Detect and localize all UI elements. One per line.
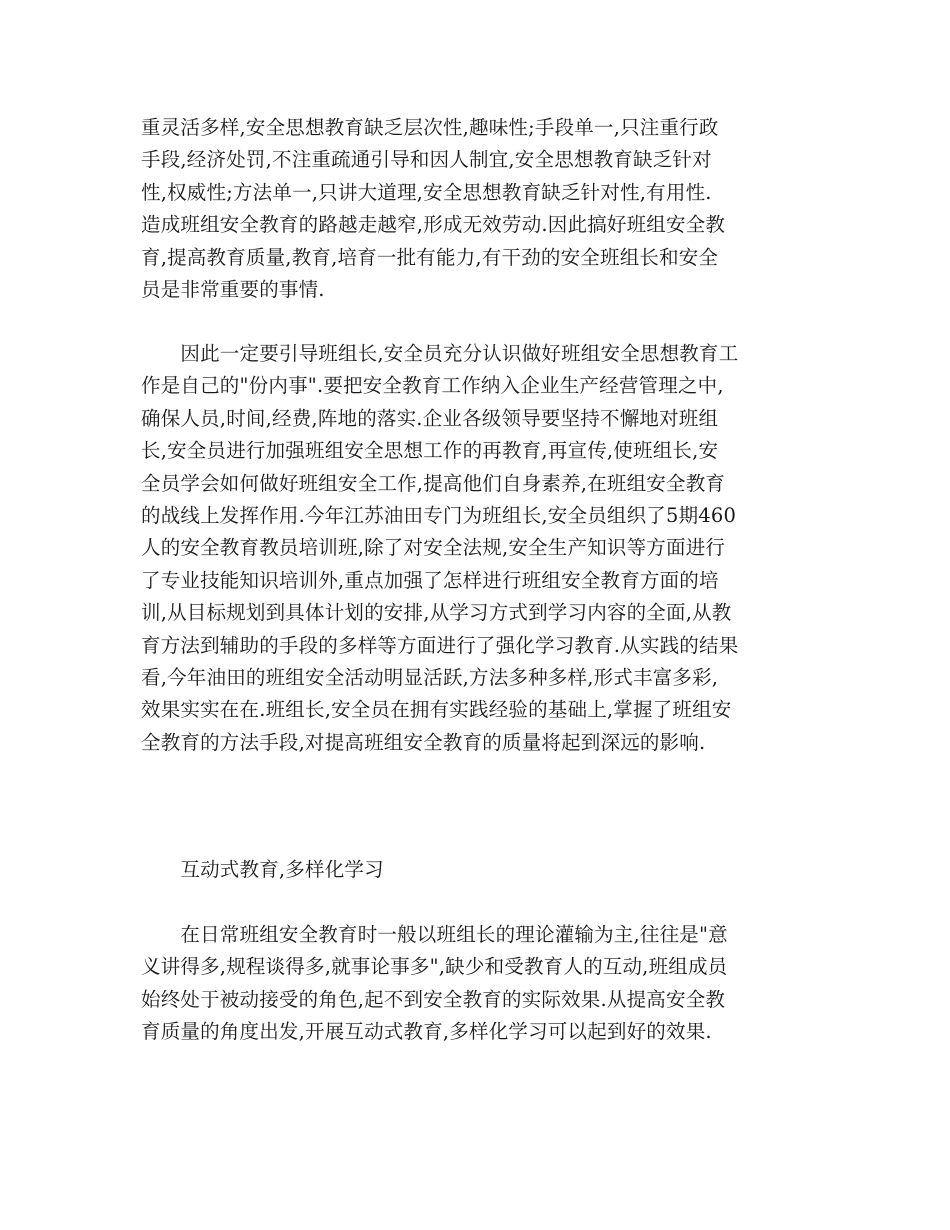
- text-line: 育,提高教育质量,教育,培育一批有能力,有干劲的安全班组长和安全: [141, 245, 719, 269]
- paragraph-4: [141, 919, 821, 1049]
- text-line: 全教育的方法手段,对提高班组安全教育的质量将起到深远的影响.: [141, 730, 706, 754]
- text-line: 因此一定要引导班组长,安全员充分认识做好班组安全思想教育工: [141, 342, 739, 365]
- text-line: 员是非常重要的事情.: [141, 277, 325, 301]
- heading-line: 互动式教育,多样化学习: [141, 858, 384, 881]
- text-line: 人的安全教育教员培训班,除了对安全法规,安全生产知识等方面进行: [141, 536, 726, 560]
- text-line: 手段,经济处罚,不注重疏通引导和因人制宜,安全思想教育缺乏针对: [141, 148, 712, 172]
- text-line: 义讲得多,规程谈得多,就事论事多",缺少和受教育人的互动,班组成员: [141, 955, 728, 979]
- text-line: 造成班组安全教育的路越走越窄,形成无效劳动.因此搞好班组安全教: [141, 213, 726, 237]
- text-line: 重灵活多样,安全思想教育缺乏层次性,趣味性;手段单一,只注重行政: [141, 116, 719, 139]
- section-heading: [141, 854, 821, 886]
- paragraph-2: [141, 338, 821, 759]
- text-line: 了专业技能知识培训外,重点加强了怎样进行班组安全教育方面的培: [141, 568, 719, 592]
- text-line: 育方法到辅助的手段的多样等方面进行了强化学习教育.从实践的结果: [141, 633, 739, 657]
- text-line: 育质量的角度出发,开展互动式教育,多样化学习可以起到好的效果.: [141, 1020, 712, 1044]
- text-line: 的战线上发挥作用.今年江苏油田专门为班组长,安全员组织了5期460: [141, 503, 737, 527]
- text-line: 性,权威性;方法单一,只讲大道理,安全思想教育缺乏针对性,有用性.: [141, 180, 712, 204]
- text-line: 看,今年油田的班组安全活动明显活跃,方法多种多样,形式丰富多彩,: [141, 665, 719, 689]
- text-line: 训,从目标规划到具体计划的安排,从学习方式到学习内容的全面,从教: [141, 601, 732, 625]
- text-line: 在日常班组安全教育时一般以班组长的理论灌输为主,往往是"意: [141, 923, 728, 946]
- text-line: 长,安全员进行加强班组安全思想工作的再教育,再宣传,使班组长,安: [141, 439, 719, 463]
- text-line: 全员学会如何做好班组安全工作,提高他们自身素养,在班组安全教育: [141, 471, 726, 495]
- text-line: 效果实实在在.班组长,安全员在拥有实践经验的基础上,掌握了班组安: [141, 698, 732, 722]
- text-line: 始终处于被动接受的角色,起不到安全教育的实际效果.从提高安全教: [141, 987, 726, 1011]
- paragraph-1: [141, 112, 821, 306]
- text-line: 作是自己的"份内事".要把安全教育工作纳入企业生产经营管理之中,: [141, 374, 724, 398]
- text-line: 确保人员,时间,经费,阵地的落实.企业各级领导要坚持不懈地对班组: [141, 406, 719, 430]
